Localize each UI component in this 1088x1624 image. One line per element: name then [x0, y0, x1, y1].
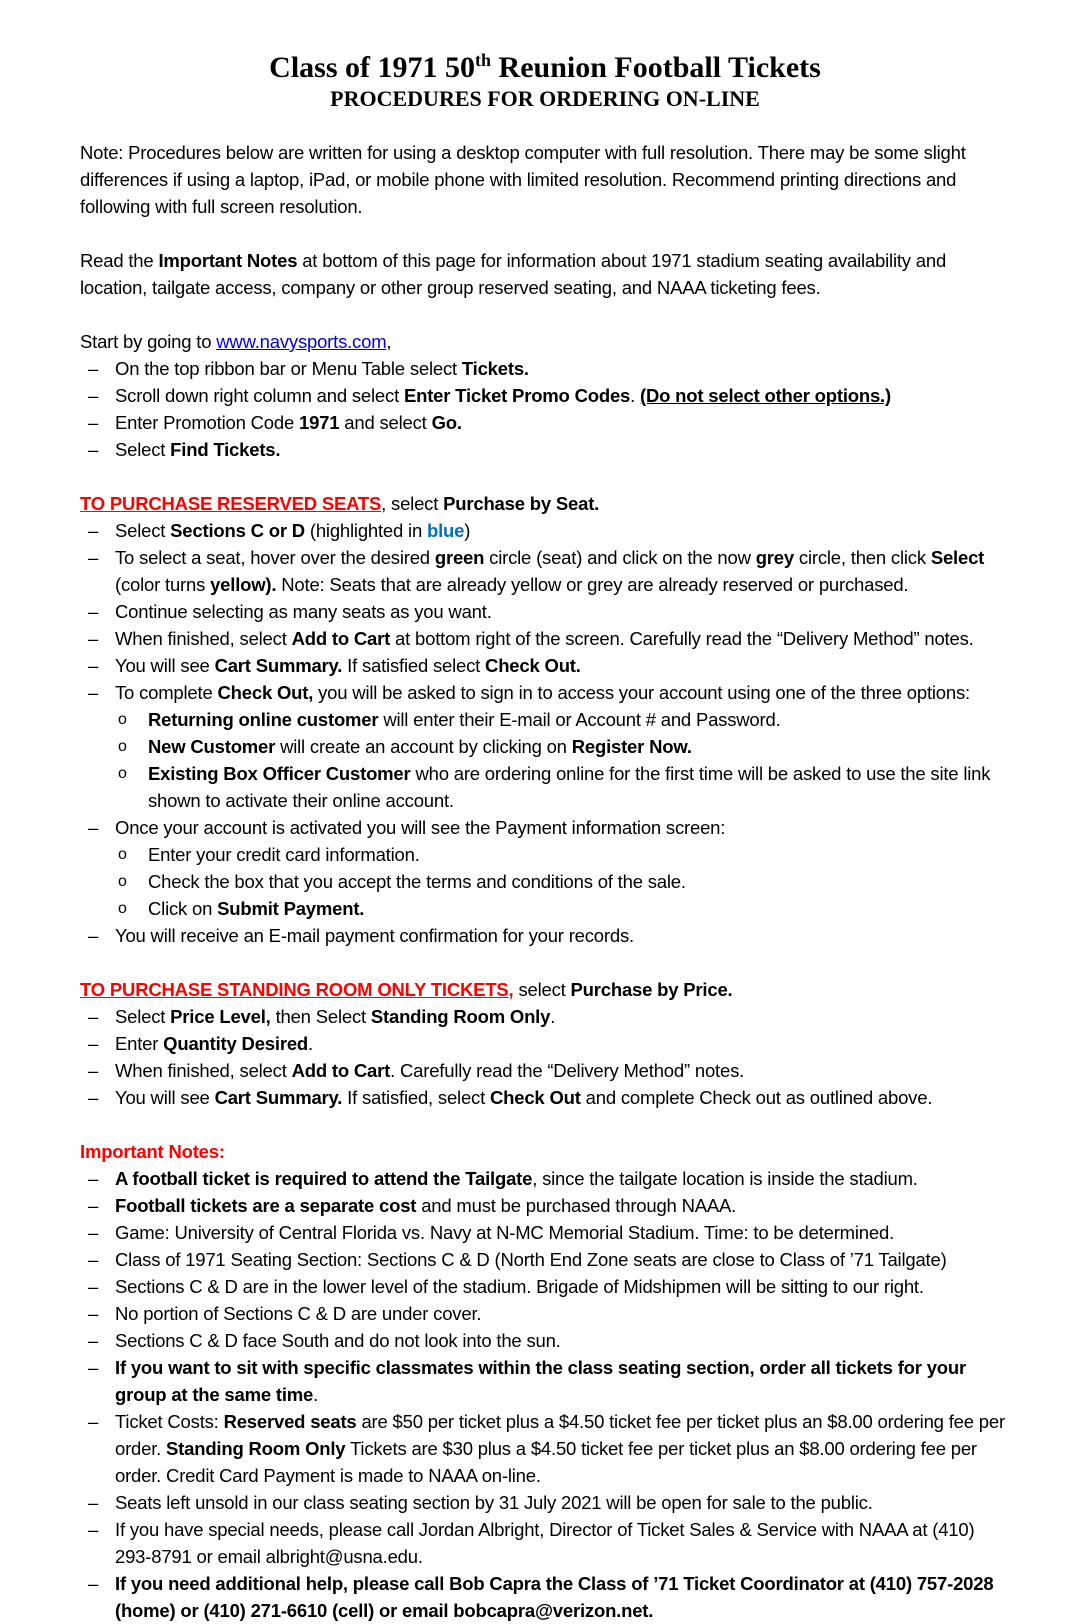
- dash-bullet-marker: –: [88, 1006, 99, 1027]
- bullet-item: [80, 625, 1010, 652]
- dash-bullet-marker: –: [88, 1276, 99, 1297]
- sub-bullet-item: [80, 895, 1010, 922]
- dash-bullet-marker: –: [88, 601, 99, 622]
- bullet-item: [80, 1489, 1010, 1516]
- sub-bullet-item: [80, 760, 1010, 814]
- bullet-item: [80, 1516, 1010, 1570]
- text-run: Register Now.: [571, 736, 692, 757]
- text-run: Returning online customer: [148, 709, 379, 730]
- bullet-text: [115, 1030, 1010, 1057]
- bullet-text: [115, 679, 1010, 706]
- text-run: Start by going to: [80, 331, 217, 352]
- text-run: TO PURCHASE RESERVED SEATS: [80, 493, 382, 514]
- bullet-text: [115, 1003, 1010, 1030]
- bullet-item: [80, 436, 1010, 463]
- bullet-item: [80, 409, 1010, 436]
- sub-bullet-item: [80, 733, 1010, 760]
- text-run: A football ticket is required to attend the Tailgate: [115, 1168, 533, 1189]
- text-run: To select a seat, hover over the desired: [115, 547, 435, 568]
- bullet-text: [115, 922, 1010, 949]
- bullet-text: [148, 733, 1010, 760]
- dash-bullet-marker: –: [88, 1492, 99, 1513]
- initial-steps-list: [80, 355, 1010, 463]
- bullet-text: [148, 706, 1010, 733]
- bullet-text: [115, 382, 1010, 409]
- text-run: will enter their E-mail or Account # and Password.: [378, 709, 781, 730]
- bullet-text: [115, 1516, 1010, 1570]
- dash-bullet-marker: –: [88, 655, 99, 676]
- text-run: Submit Payment.: [217, 898, 365, 919]
- text-run: You will see: [115, 1087, 215, 1108]
- bullet-item: [80, 1192, 1010, 1219]
- text-run: Once your account is activated you will see the Payment information screen:: [115, 817, 726, 838]
- text-run: Click on: [148, 898, 218, 919]
- bullet-item: [80, 1003, 1010, 1030]
- text-run: TO PURCHASE STANDING ROOM ONLY TICKETS,: [80, 979, 514, 1000]
- circle-bullet-marker: o: [118, 738, 127, 755]
- text-run: at bottom of this page for information about 1971 stadium seating availability and location, tailgate access, company or other group reserved seating, and NAAA ticketing fees.: [80, 250, 947, 298]
- text-run: Seats left unsold in our class seating section by 31 July 2021 will be open for sale to the public.: [115, 1492, 873, 1513]
- bullet-item: [80, 355, 1010, 382]
- text-run: Check Out,: [217, 682, 314, 703]
- text-run: Enter Ticket Promo Codes: [403, 385, 631, 406]
- text-run: at bottom right of the screen. Carefully read the “Delivery Method” notes.: [390, 628, 974, 649]
- dash-bullet-marker: –: [88, 817, 99, 838]
- text-run: circle (seat) and click on the now: [484, 547, 756, 568]
- text-run: and must be purchased through NAAA.: [416, 1195, 737, 1216]
- text-run: On the top ribbon bar or Menu Table select: [115, 358, 462, 379]
- text-run: who are ordering online for the first time will be asked to use the site link shown to activate their online account.: [148, 763, 991, 811]
- bullet-item: [80, 679, 1010, 706]
- dash-bullet-marker: –: [88, 385, 99, 406]
- text-run: Cart Summary.: [214, 655, 343, 676]
- bullet-text: [115, 1219, 1010, 1246]
- start-paragraph: [80, 328, 1010, 355]
- hyperlink[interactable]: www.navysports.com: [216, 331, 387, 352]
- text-run: Sections C or D: [170, 520, 305, 541]
- bullet-item: [80, 1570, 1010, 1624]
- circle-bullet-marker: o: [118, 873, 127, 890]
- text-run: Add to Cart: [291, 1060, 391, 1081]
- text-run: Read the: [80, 250, 159, 271]
- bullet-text: [115, 814, 1010, 841]
- text-run: Reserved seats: [223, 1411, 357, 1432]
- text-run: Tickets are $30 plus a $4.50 ticket fee per ticket plus an $8.00 ordering fee per order. Credit Card Payment is made to NAAA on-line.: [115, 1438, 977, 1486]
- circle-bullet-marker: o: [118, 765, 127, 782]
- dash-bullet-marker: –: [88, 1303, 99, 1324]
- sub-bullet-item: [80, 841, 1010, 868]
- text-run: Price Level,: [170, 1006, 271, 1027]
- text-run: You will receive an E-mail payment confirmation for your records.: [115, 925, 634, 946]
- bullet-item: [80, 1354, 1010, 1408]
- text-run: Standing Room Only: [370, 1006, 551, 1027]
- text-run: Check Out.: [485, 655, 581, 676]
- dash-bullet-marker: –: [88, 547, 99, 568]
- bullet-item: [80, 382, 1010, 409]
- circle-bullet-marker: o: [118, 711, 127, 728]
- text-run: (Do not select other options.): [640, 385, 891, 406]
- bullet-text: [115, 1489, 1010, 1516]
- text-run: Cart Summary.: [214, 1087, 343, 1108]
- circle-bullet-marker: o: [118, 846, 127, 863]
- text-run: New Customer: [148, 736, 276, 757]
- text-run: blue: [427, 520, 465, 541]
- text-run: If satisfied, select: [342, 1087, 490, 1108]
- text-run: will create an account by clicking on: [275, 736, 572, 757]
- bullet-text: [115, 1057, 1010, 1084]
- text-run: When finished, select: [115, 1060, 292, 1081]
- text-run: Check the box that you accept the terms and conditions of the sale.: [148, 871, 686, 892]
- bullet-item: [80, 652, 1010, 679]
- text-run: Class of 1971 50: [269, 51, 476, 84]
- text-run: Purchase by Price.: [570, 979, 733, 1000]
- text-run: ): [464, 520, 471, 541]
- bullet-text: [115, 517, 1010, 544]
- circle-bullet-marker: o: [118, 900, 127, 917]
- text-run: .: [550, 1006, 556, 1027]
- text-run: (color turns: [115, 574, 211, 595]
- bullet-text: [115, 1300, 1010, 1327]
- text-run: No portion of Sections C & D are under cover.: [115, 1303, 482, 1324]
- reserved-seats-steps-list: [80, 517, 1010, 949]
- text-run: Important Notes: [158, 250, 298, 271]
- standing-room-heading: [80, 976, 1010, 1003]
- document-subtitle: [80, 86, 1010, 112]
- dash-bullet-marker: –: [88, 1330, 99, 1351]
- dash-bullet-marker: –: [88, 1033, 99, 1054]
- text-run: 1971: [298, 412, 340, 433]
- bullet-item: [80, 1408, 1010, 1489]
- text-run: Note: Procedures below are written for using a desktop computer with full resolution. There may be some slight differences if using a laptop, iPad, or mobile phone with limited resolution. Recommend printing directions and following with full screen resolution.: [80, 142, 966, 217]
- text-run: Game: University of Central Florida vs. Navy at N-MC Memorial Stadium. Time: to be determined.: [115, 1222, 895, 1243]
- text-run: select: [513, 979, 571, 1000]
- bullet-text: [115, 1327, 1010, 1354]
- document-title: [80, 42, 1010, 86]
- bullet-text: [115, 1165, 1010, 1192]
- dash-bullet-marker: –: [88, 1519, 99, 1540]
- text-run: Scroll down right column and select: [115, 385, 404, 406]
- text-run: If you want to sit with specific classmates within the class seating section, order all tickets for your group at the same time: [115, 1357, 966, 1405]
- bullet-text: [115, 598, 1010, 625]
- dash-bullet-marker: –: [88, 1357, 99, 1378]
- text-run: If satisfied select: [342, 655, 486, 676]
- bullet-item: [80, 1030, 1010, 1057]
- text-run: If you need additional help, please call Bob Capra the Class of ’71 Ticket Coordinator at (410) 757-2028 (home) or (410) 271-6610 (cell) or email bobcapra@verizon.net.: [115, 1573, 994, 1621]
- text-run: Select: [115, 1006, 171, 1027]
- bullet-text: [115, 544, 1010, 598]
- bullet-text: [115, 1408, 1010, 1489]
- dash-bullet-marker: –: [88, 1168, 99, 1189]
- text-run: Add to Cart: [291, 628, 391, 649]
- text-run: Select: [115, 520, 171, 541]
- text-run: If you have special needs, please call Jordan Albright, Director of Ticket Sales & Service with NAAA at (410) 293-8791 or email albright@usna.edu.: [115, 1519, 975, 1567]
- text-run: you will be asked to sign in to access your account using one of the three options:: [313, 682, 970, 703]
- standing-room-steps-list: [80, 1003, 1010, 1111]
- dash-bullet-marker: –: [88, 412, 99, 433]
- text-run: .: [308, 1033, 313, 1054]
- bullet-item: [80, 517, 1010, 544]
- text-run: Select: [930, 547, 985, 568]
- bullet-text: [115, 409, 1010, 436]
- reserved-seats-heading: [80, 490, 1010, 517]
- dash-bullet-marker: –: [88, 1060, 99, 1081]
- text-run: .: [313, 1384, 319, 1405]
- text-run: Reunion Football Tickets: [491, 51, 821, 84]
- text-run: Enter Promotion Code: [115, 412, 299, 433]
- text-run: Go.: [431, 412, 462, 433]
- bullet-item: [80, 922, 1010, 949]
- dash-bullet-marker: –: [88, 520, 99, 541]
- dash-bullet-marker: –: [88, 1087, 99, 1108]
- text-run: ,: [386, 331, 392, 352]
- dash-bullet-marker: –: [88, 1222, 99, 1243]
- text-run: (highlighted in: [304, 520, 427, 541]
- dash-bullet-marker: –: [88, 1573, 99, 1594]
- dash-bullet-marker: –: [88, 628, 99, 649]
- text-run: Tickets.: [461, 358, 529, 379]
- text-run: Select: [115, 439, 171, 460]
- text-run: and select: [339, 412, 432, 433]
- bullet-text: [148, 841, 1010, 868]
- bullet-item: [80, 1219, 1010, 1246]
- dash-bullet-marker: –: [88, 358, 99, 379]
- bullet-text: [148, 868, 1010, 895]
- bullet-text: [115, 355, 1010, 382]
- dash-bullet-marker: –: [88, 925, 99, 946]
- text-run: Existing Box Officer Customer: [148, 763, 411, 784]
- read-important-notes-paragraph: [80, 247, 1010, 301]
- note-paragraph: [80, 139, 1010, 220]
- text-run: Enter: [115, 1033, 164, 1054]
- text-run: Sections C & D face South and do not look into the sun.: [115, 1330, 561, 1351]
- text-run: Class of 1971 Seating Section: Sections C & D (North End Zone seats are close to Class of ’71 Tailgate): [115, 1249, 947, 1270]
- bullet-item: [80, 1327, 1010, 1354]
- dash-bullet-marker: –: [88, 1249, 99, 1270]
- text-run: Football tickets are a separate cost: [115, 1195, 417, 1216]
- text-run: Find Tickets.: [170, 439, 281, 460]
- bullet-text: [115, 1354, 1010, 1408]
- text-run: , since the tailgate location is inside the stadium.: [532, 1168, 918, 1189]
- text-run: Enter your credit card information.: [148, 844, 420, 865]
- text-run: .: [630, 385, 641, 406]
- text-run: Sections C & D are in the lower level of the stadium. Brigade of Midshipmen will be sitting to our right.: [115, 1276, 924, 1297]
- text-run: Standing Room Only: [166, 1438, 346, 1459]
- bullet-text: [115, 1570, 1010, 1624]
- bullet-text: [115, 436, 1010, 463]
- text-run: Note: Seats that are already yellow or grey are already reserved or purchased.: [276, 574, 909, 595]
- dash-bullet-marker: –: [88, 1411, 99, 1432]
- dash-bullet-marker: –: [88, 439, 99, 460]
- text-run: Important Notes:: [80, 1141, 225, 1162]
- text-run: Ticket Costs:: [115, 1411, 224, 1432]
- text-run: circle, then click: [793, 547, 931, 568]
- bullet-text: [115, 1192, 1010, 1219]
- bullet-item: [80, 814, 1010, 841]
- bullet-item: [80, 1165, 1010, 1192]
- bullet-text: [115, 1273, 1010, 1300]
- text-run: Quantity Desired: [163, 1033, 309, 1054]
- text-run: Continue selecting as many seats as you want.: [115, 601, 492, 622]
- text-run: yellow).: [210, 574, 277, 595]
- bullet-text: [115, 652, 1010, 679]
- sub-bullet-item: [80, 868, 1010, 895]
- bullet-item: [80, 598, 1010, 625]
- text-run: then Select: [270, 1006, 371, 1027]
- important-notes-heading: [80, 1138, 1010, 1165]
- bullet-text: [115, 1246, 1010, 1273]
- text-run: To complete: [115, 682, 218, 703]
- bullet-text: [115, 1084, 1010, 1111]
- bullet-item: [80, 544, 1010, 598]
- text-run: You will see: [115, 655, 215, 676]
- text-run: th: [475, 50, 492, 70]
- document-content: [80, 42, 1010, 1624]
- text-run: and complete Check out as outlined above.: [580, 1087, 933, 1108]
- bullet-item: [80, 1084, 1010, 1111]
- dash-bullet-marker: –: [88, 682, 99, 703]
- bullet-item: [80, 1246, 1010, 1273]
- text-run: are $50 per ticket plus a $4.50 ticket fee per ticket plus an $8.00 ordering fee per order.: [115, 1411, 1005, 1459]
- bullet-item: [80, 1273, 1010, 1300]
- text-run: Check Out: [489, 1087, 581, 1108]
- bullet-item: [80, 1057, 1010, 1084]
- dash-bullet-marker: –: [88, 1195, 99, 1216]
- bullet-text: [148, 895, 1010, 922]
- text-run: . Carefully read the “Delivery Method” notes.: [390, 1060, 745, 1081]
- bullet-item: [80, 1300, 1010, 1327]
- sub-bullet-item: [80, 706, 1010, 733]
- text-run: When finished, select: [115, 628, 292, 649]
- important-notes-list: [80, 1165, 1010, 1624]
- text-run: , select: [381, 493, 444, 514]
- bullet-text: [148, 760, 1010, 814]
- bullet-text: [115, 625, 1010, 652]
- text-run: Purchase by Seat.: [443, 493, 600, 514]
- text-run: green: [434, 547, 485, 568]
- text-run: PROCEDURES FOR ORDERING ON-LINE: [330, 86, 760, 111]
- text-run: grey: [755, 547, 794, 568]
